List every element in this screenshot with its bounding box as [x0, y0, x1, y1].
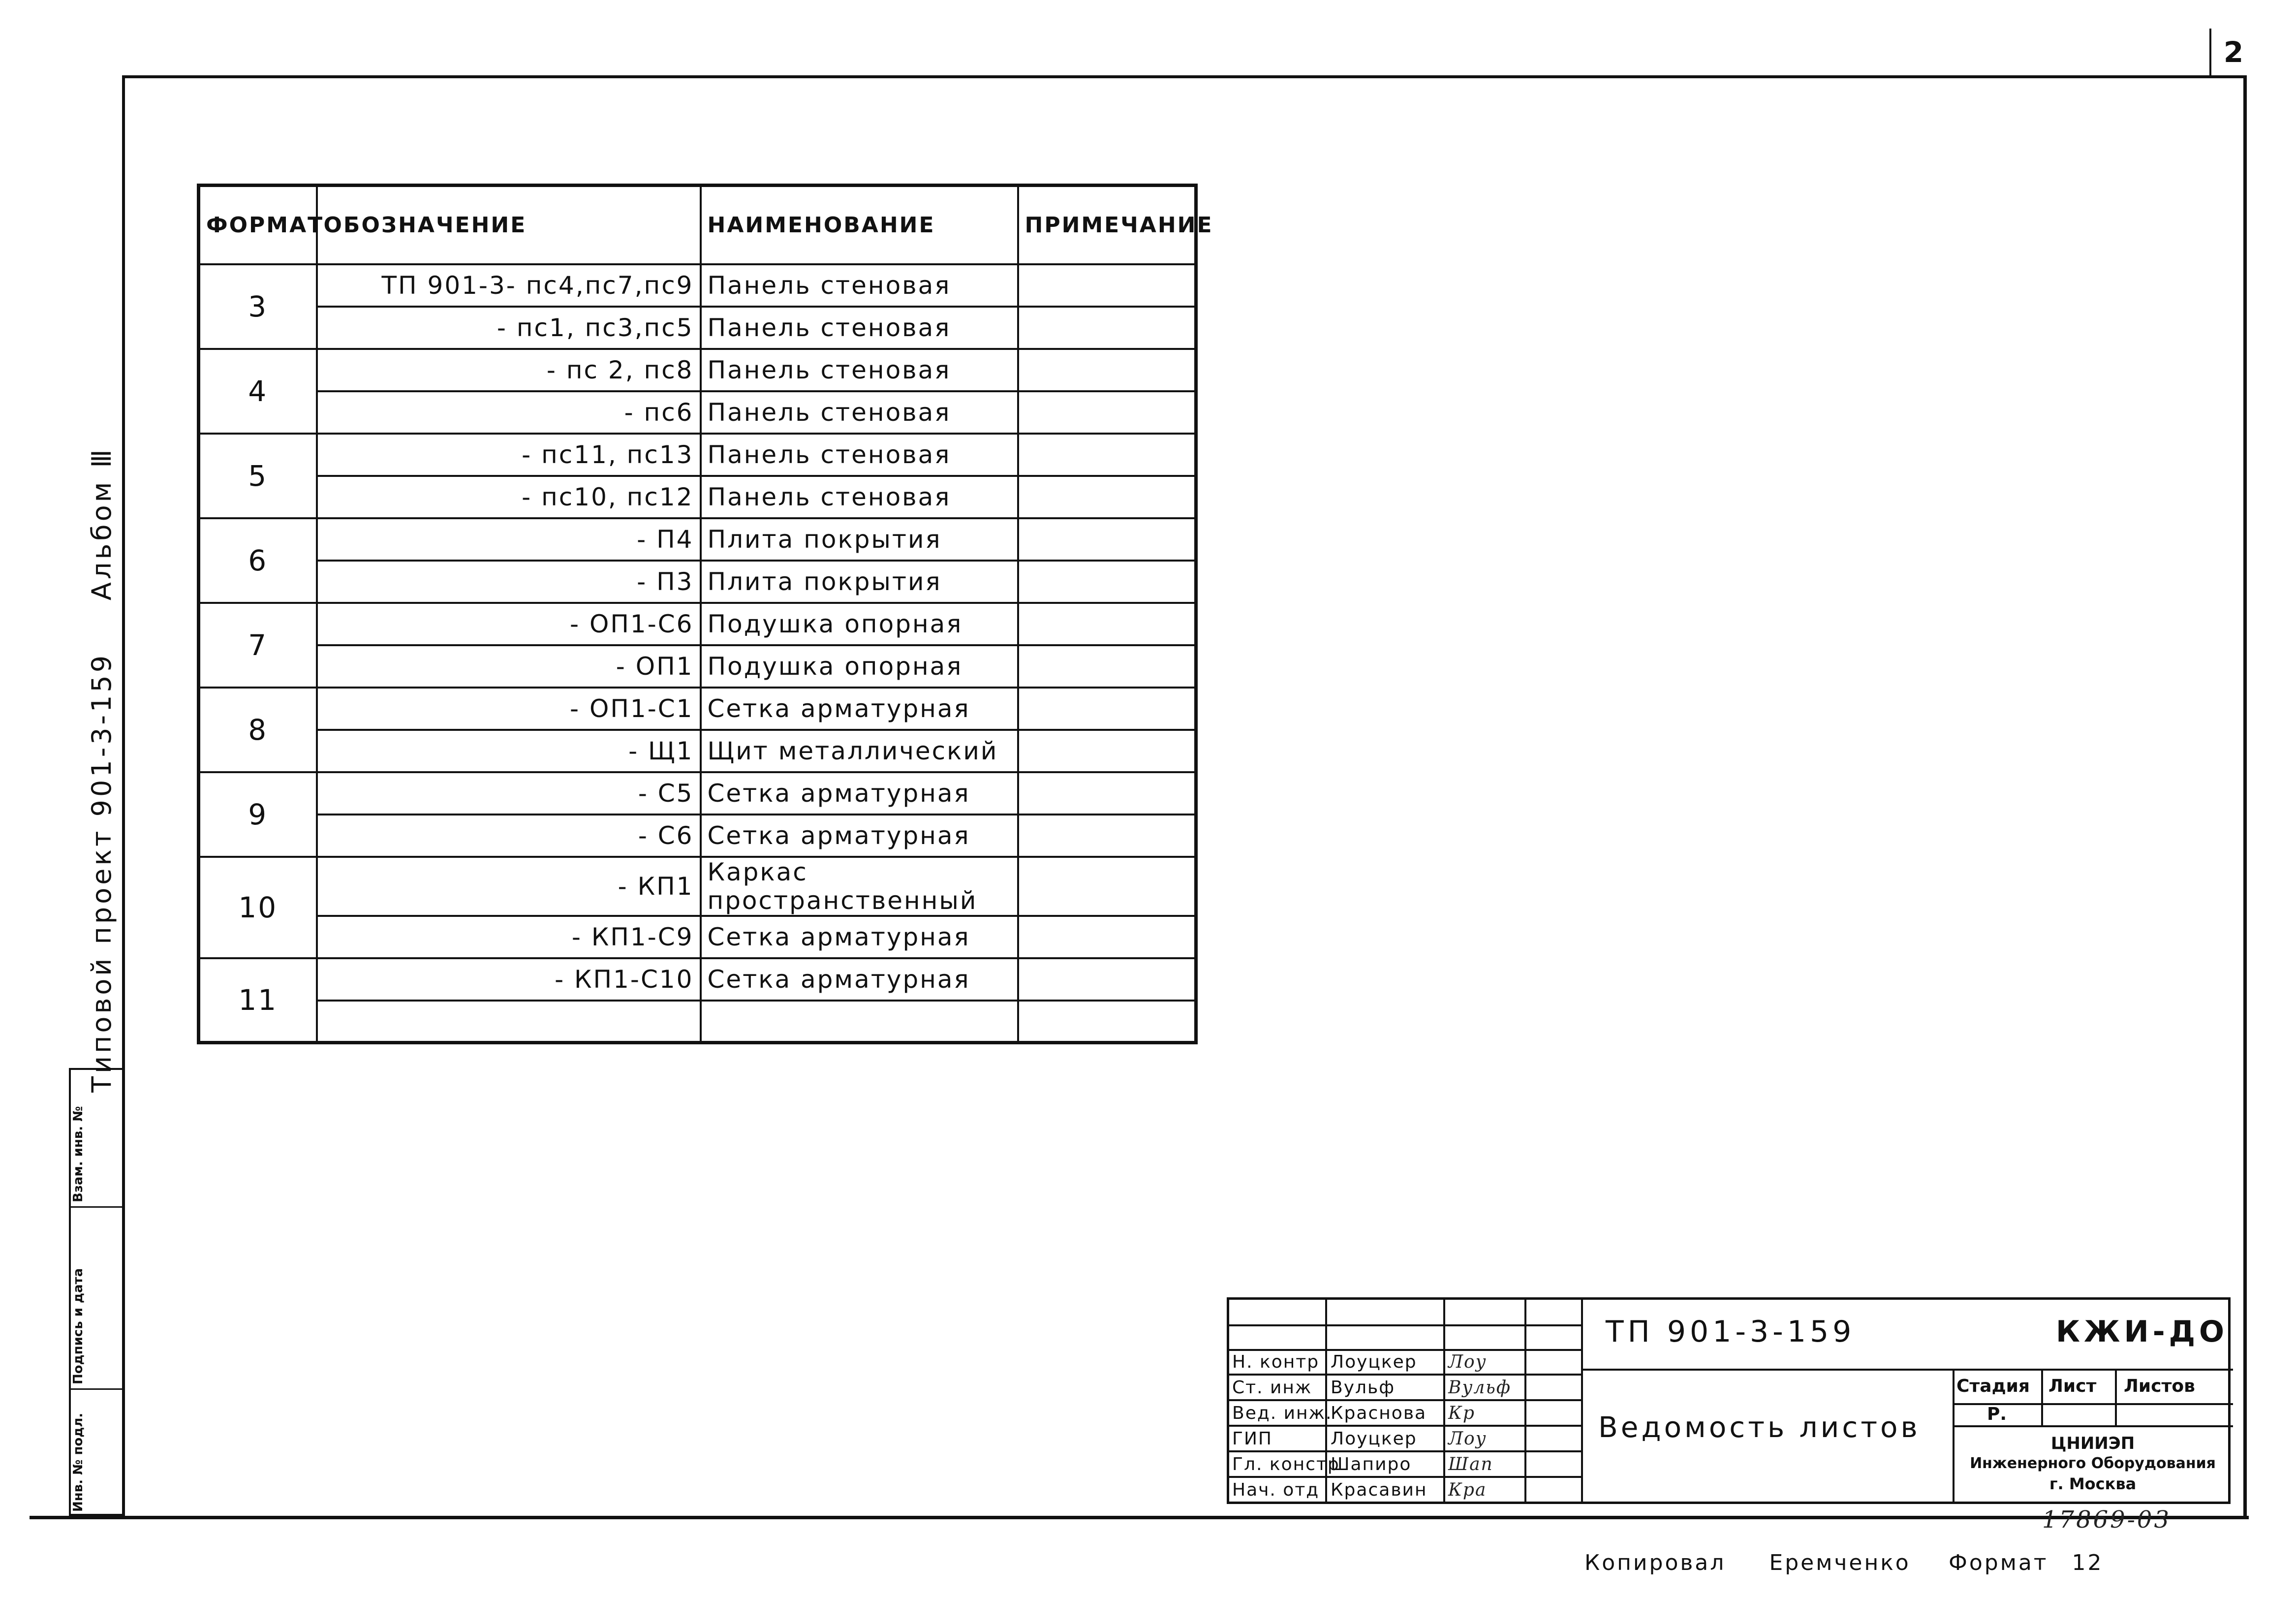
- note-cell: [1018, 1001, 1196, 1043]
- bottom-border: [30, 1516, 2249, 1519]
- table-row: [199, 561, 1196, 603]
- stamp-cell-sign: [71, 1208, 122, 1390]
- designation-cell: - ОП1-С6: [317, 603, 701, 645]
- designation-cell: - П3: [317, 561, 701, 603]
- table-row: [199, 349, 1196, 391]
- note-cell: [1018, 772, 1196, 815]
- signature: Лоу: [1448, 1429, 1487, 1449]
- table-row: [199, 645, 1196, 688]
- side-stamp: [69, 1068, 124, 1516]
- signer-name: Лоуцкер: [1331, 1429, 1417, 1449]
- name-cell: Плита покрытия: [701, 518, 1018, 561]
- note-cell: [1018, 561, 1196, 603]
- side-album: Альбом Ⅲ: [86, 446, 117, 600]
- note-cell: [1018, 645, 1196, 688]
- designation-cell: - Щ1: [317, 730, 701, 772]
- org-line3: г. Москва: [2049, 1474, 2137, 1493]
- table-row: [199, 518, 1196, 561]
- format-cell: 3: [199, 264, 317, 349]
- name-cell: Панель стеновая: [701, 307, 1018, 349]
- format-cell: 11: [199, 958, 317, 1043]
- note-cell: [1018, 730, 1196, 772]
- tb-divider: [1229, 1399, 1581, 1401]
- note-cell: [1018, 434, 1196, 476]
- signer-name: Красавин: [1331, 1480, 1427, 1500]
- copied-label: Копировал: [1584, 1550, 1726, 1575]
- sheet-number: 2: [2209, 29, 2256, 75]
- tb-divider: [2115, 1369, 2117, 1425]
- format-line: [1949, 1550, 2104, 1575]
- designation-cell: - ОП1: [317, 645, 701, 688]
- sheet-label: Лист: [2048, 1376, 2097, 1396]
- designation-cell: - пс6: [317, 391, 701, 434]
- signer-role: Нач. отд: [1232, 1480, 1320, 1500]
- format-cell: 10: [199, 857, 317, 958]
- name-cell: Панель стеновая: [701, 349, 1018, 391]
- table-header-row: [199, 186, 1196, 264]
- signature: Вульф: [1448, 1378, 1512, 1398]
- name-cell: [701, 1001, 1018, 1043]
- designation-cell: - ОП1-С1: [317, 688, 701, 730]
- tb-divider: [1229, 1502, 1581, 1504]
- inventory-number: 17869-03: [2042, 1506, 2171, 1534]
- format-cell: 8: [199, 688, 317, 772]
- stamp-label: Инв. № подл.: [71, 1412, 86, 1512]
- tb-divider: [1229, 1476, 1581, 1478]
- designation-cell: - С5: [317, 772, 701, 815]
- signer-role: ГИП: [1232, 1429, 1272, 1449]
- designation-cell: [317, 1001, 701, 1043]
- designation-cell: - С6: [317, 815, 701, 857]
- name-cell: Сетка арматурная: [701, 688, 1018, 730]
- note-cell: [1018, 688, 1196, 730]
- table-row: [199, 264, 1196, 307]
- signature: Лоу: [1448, 1352, 1487, 1372]
- name-cell: Сетка арматурная: [701, 916, 1018, 958]
- designation-cell: - КП1-С9: [317, 916, 701, 958]
- tb-divider: [1229, 1450, 1581, 1452]
- note-cell: [1018, 815, 1196, 857]
- signer-name: Шапиро: [1331, 1454, 1412, 1474]
- stamp-label: Взам. инв. №: [71, 1106, 86, 1202]
- designation-cell: - пс 2, пс8: [317, 349, 701, 391]
- name-cell: Подушка опорная: [701, 645, 1018, 688]
- header-note: ПРИМЕЧАНИЕ: [1018, 186, 1196, 264]
- format-cell: 6: [199, 518, 317, 603]
- sheets-table: [197, 184, 1213, 1044]
- tb-divider: [1229, 1374, 1581, 1376]
- designation-cell: - П4: [317, 518, 701, 561]
- org-line1: ЦНИИЭП: [2050, 1434, 2135, 1453]
- signature: Шап: [1448, 1454, 1493, 1474]
- table-row: [199, 857, 1196, 916]
- table-row: [199, 688, 1196, 730]
- table-row: [199, 730, 1196, 772]
- designation-cell: - КП1: [317, 857, 701, 916]
- name-cell: Панель стеновая: [701, 264, 1018, 307]
- table-row: [199, 476, 1196, 518]
- note-cell: [1018, 916, 1196, 958]
- copied-by: Еремченко: [1769, 1550, 1911, 1575]
- designation-cell: - пс10, пс12: [317, 476, 701, 518]
- table-row: [199, 434, 1196, 476]
- org-line2: Инженерного Оборудования: [1970, 1455, 2216, 1472]
- name-cell: Сетка арматурная: [701, 815, 1018, 857]
- format-cell: 9: [199, 772, 317, 857]
- name-cell: Плита покрытия: [701, 561, 1018, 603]
- table-row: [199, 391, 1196, 434]
- header-format: ФОРМАТ: [199, 186, 317, 264]
- note-cell: [1018, 349, 1196, 391]
- note-cell: [1018, 476, 1196, 518]
- table-row: [199, 603, 1196, 645]
- tb-divider: [1581, 1300, 1583, 1502]
- signer-name: Вульф: [1331, 1378, 1396, 1398]
- signature: Кр: [1448, 1403, 1475, 1423]
- name-cell: Щит металлический: [701, 730, 1018, 772]
- table-row: [199, 1001, 1196, 1043]
- header-designation: ОБОЗНАЧЕНИЕ: [317, 186, 701, 264]
- format-cell: 7: [199, 603, 317, 688]
- table-row: [199, 772, 1196, 815]
- designation-cell: - КП1-С10: [317, 958, 701, 1001]
- note-cell: [1018, 307, 1196, 349]
- note-cell: [1018, 518, 1196, 561]
- designation-cell: - пс11, пс13: [317, 434, 701, 476]
- note-cell: [1018, 391, 1196, 434]
- tb-divider: [1953, 1425, 2233, 1427]
- table-row: [199, 958, 1196, 1001]
- tb-divider: [1229, 1324, 1581, 1326]
- name-cell: Сетка арматурная: [701, 958, 1018, 1001]
- signature: Кра: [1448, 1480, 1487, 1500]
- stage-label: Стадия: [1956, 1376, 2030, 1396]
- sheets-label: Листов: [2124, 1376, 2195, 1396]
- doc-code: ТП 901-3-159: [1606, 1315, 1856, 1349]
- doc-title: Ведомость листов: [1598, 1410, 1921, 1444]
- signer-role: Гл. констр: [1232, 1454, 1340, 1474]
- signer-role: Ст. инж: [1232, 1378, 1312, 1398]
- designation-cell: - пс1, пс3,пс5: [317, 307, 701, 349]
- signer-name: Лоуцкер: [1331, 1352, 1417, 1372]
- format-cell: 5: [199, 434, 317, 518]
- format-value: 12: [2072, 1550, 2104, 1575]
- table-row: [199, 307, 1196, 349]
- signer-role: Вед. инж.: [1232, 1403, 1333, 1423]
- table-row: [199, 916, 1196, 958]
- name-cell: Панель стеновая: [701, 434, 1018, 476]
- name-cell: Сетка арматурная: [701, 772, 1018, 815]
- stamp-cell-orig: [71, 1390, 122, 1516]
- doc-mark: КЖИ-ДО: [2056, 1315, 2229, 1349]
- note-cell: [1018, 264, 1196, 307]
- name-cell: Панель стеновая: [701, 391, 1018, 434]
- note-cell: [1018, 603, 1196, 645]
- copied-by-line: [1584, 1550, 1911, 1575]
- tb-divider: [1229, 1349, 1581, 1351]
- format-cell: 4: [199, 349, 317, 434]
- tb-divider: [1581, 1369, 2233, 1371]
- format-label: Формат: [1949, 1550, 2048, 1575]
- stage-value: Р.: [1987, 1404, 2007, 1424]
- title-block: [1227, 1297, 2231, 1504]
- side-project: Типовой проект 901-3-159: [86, 652, 117, 1093]
- table-row: [199, 815, 1196, 857]
- stamp-label: Подпись и дата: [71, 1268, 86, 1384]
- header-name: НАИМЕНОВАНИЕ: [701, 186, 1018, 264]
- name-cell: Панель стеновая: [701, 476, 1018, 518]
- name-cell: Подушка опорная: [701, 603, 1018, 645]
- tb-divider: [2041, 1369, 2043, 1425]
- note-cell: [1018, 958, 1196, 1001]
- signer-name: Краснова: [1331, 1403, 1427, 1423]
- tb-divider: [1229, 1425, 1581, 1427]
- designation-cell: ТП 901-3- пс4,пс7,пс9: [317, 264, 701, 307]
- signer-role: Н. контр: [1232, 1352, 1320, 1372]
- note-cell: [1018, 857, 1196, 916]
- name-cell: Каркас пространственный: [701, 857, 1018, 916]
- stamp-cell-inv: [71, 1070, 122, 1208]
